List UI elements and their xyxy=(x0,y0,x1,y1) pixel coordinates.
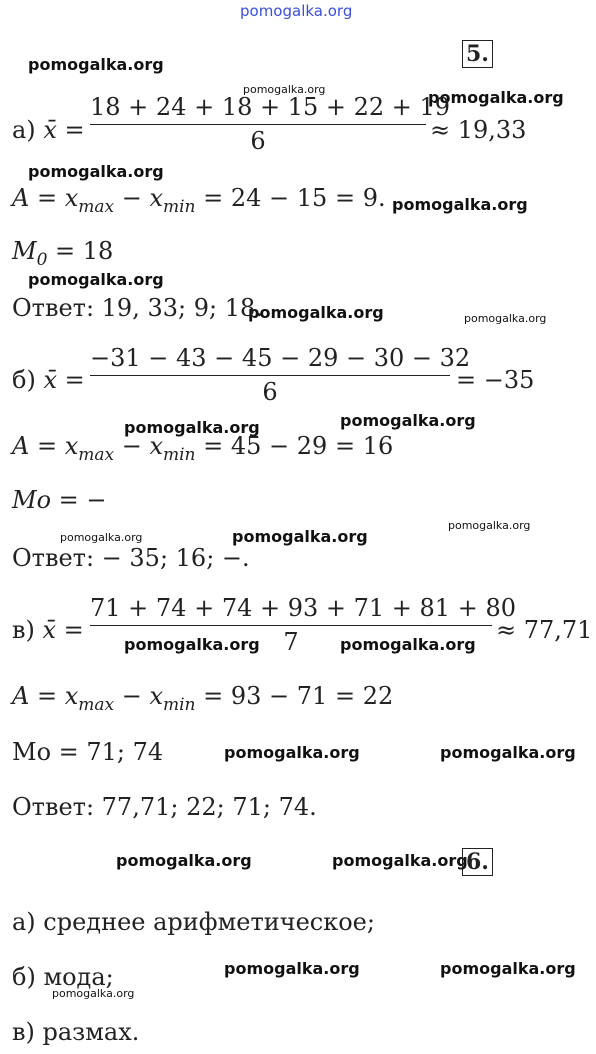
mode-subscript: 0 xyxy=(36,250,48,270)
denominator: 6 xyxy=(262,378,278,406)
watermark: pomogalka.org xyxy=(224,959,360,978)
watermark: pomogalka.org xyxy=(248,303,384,322)
fraction-bar xyxy=(90,375,450,376)
part-label: в) xyxy=(12,616,35,644)
watermark: pomogalka.org xyxy=(392,195,528,214)
mode-value: = 18 xyxy=(55,237,114,265)
task5-c-fraction xyxy=(90,594,516,656)
denominator: 6 xyxy=(250,127,266,155)
numerator: 71 + 74 + 74 + 93 + 71 + 81 + 80 xyxy=(90,594,516,622)
watermark: pomogalka.org xyxy=(440,743,576,762)
range-value: = 45 − 29 = 16 xyxy=(203,432,394,460)
mean-symbol: x̄ = xyxy=(42,616,84,644)
task6-b: б) мода; xyxy=(12,963,114,991)
task5-a-label xyxy=(12,118,85,142)
task5-c-mode: Mo = 71; 74 xyxy=(12,738,164,766)
task5-b-label xyxy=(12,368,85,392)
task5-c-result: ≈ 77,71 xyxy=(496,616,593,644)
watermark-top: pomogalka.org xyxy=(240,2,353,20)
task5-b-fraction xyxy=(90,344,471,406)
task6-number: 6. xyxy=(462,848,493,876)
watermark: pomogalka.org xyxy=(340,635,476,654)
denominator: 7 xyxy=(283,628,299,656)
task5-a-range xyxy=(12,184,386,217)
task5-c-answer: Ответ: 77,71; 22; 71; 74. xyxy=(12,793,317,821)
watermark: pomogalka.org xyxy=(232,527,368,546)
sub-max: max xyxy=(78,695,115,715)
task6-c: в) размах. xyxy=(12,1018,140,1046)
watermark: pomogalka.org xyxy=(243,83,326,96)
range-lhs: A = x xyxy=(12,682,79,710)
task5-c-label xyxy=(12,618,84,642)
minus-x: − x xyxy=(114,184,163,212)
watermark: pomogalka.org xyxy=(340,411,476,430)
sub-min: min xyxy=(162,445,196,465)
watermark: pomogalka.org xyxy=(448,519,531,532)
watermark: pomogalka.org xyxy=(440,959,576,978)
part-label: а) xyxy=(12,116,36,144)
range-lhs: A = x xyxy=(12,184,79,212)
watermark: pomogalka.org xyxy=(28,55,164,74)
minus-x: − x xyxy=(114,432,163,460)
task5-a-fraction xyxy=(90,93,451,155)
task5-a-mode xyxy=(12,237,114,270)
task5-number: 5. xyxy=(462,40,493,68)
part-label: б) xyxy=(12,366,36,394)
watermark: pomogalka.org xyxy=(464,312,547,325)
sub-max: max xyxy=(78,445,115,465)
task5-b-mode: Mo = − xyxy=(12,486,107,514)
task5-a-result: ≈ 19,33 xyxy=(430,116,527,144)
watermark: pomogalka.org xyxy=(28,270,164,289)
watermark: pomogalka.org xyxy=(124,418,260,437)
task6-a: а) среднее арифметическое; xyxy=(12,908,375,936)
task5-b-result: = −35 xyxy=(456,366,535,394)
task5-c-range xyxy=(12,682,394,715)
watermark: pomogalka.org xyxy=(428,88,564,107)
watermark: pomogalka.org xyxy=(116,851,252,870)
minus-x: − x xyxy=(114,682,163,710)
range-value: = 24 − 15 = 9. xyxy=(203,184,386,212)
numerator: 18 + 24 + 18 + 15 + 22 + 19 xyxy=(90,93,451,121)
mode-symbol: M xyxy=(12,237,37,265)
task5-b-answer: Ответ: − 35; 16; −. xyxy=(12,544,250,572)
watermark: pomogalka.org xyxy=(28,162,164,181)
sub-max: max xyxy=(78,197,115,217)
watermark: pomogalka.org xyxy=(124,635,260,654)
watermark: pomogalka.org xyxy=(52,987,135,1000)
fraction-bar xyxy=(90,124,426,125)
watermark: pomogalka.org xyxy=(60,531,143,544)
fraction-bar xyxy=(90,625,492,626)
watermark: pomogalka.org xyxy=(332,851,468,870)
range-value: = 93 − 71 = 22 xyxy=(203,682,394,710)
sub-min: min xyxy=(162,695,196,715)
sub-min: min xyxy=(162,197,196,217)
task5-a-answer: Ответ: 19, 33; 9; 18. xyxy=(12,294,263,322)
numerator: −31 − 43 − 45 − 29 − 30 − 32 xyxy=(90,344,471,372)
range-lhs: A = x xyxy=(12,432,79,460)
mean-symbol: x̄ = xyxy=(43,366,85,394)
watermark: pomogalka.org xyxy=(224,743,360,762)
task5-b-range xyxy=(12,432,394,465)
mean-symbol: x̄ = xyxy=(43,116,85,144)
